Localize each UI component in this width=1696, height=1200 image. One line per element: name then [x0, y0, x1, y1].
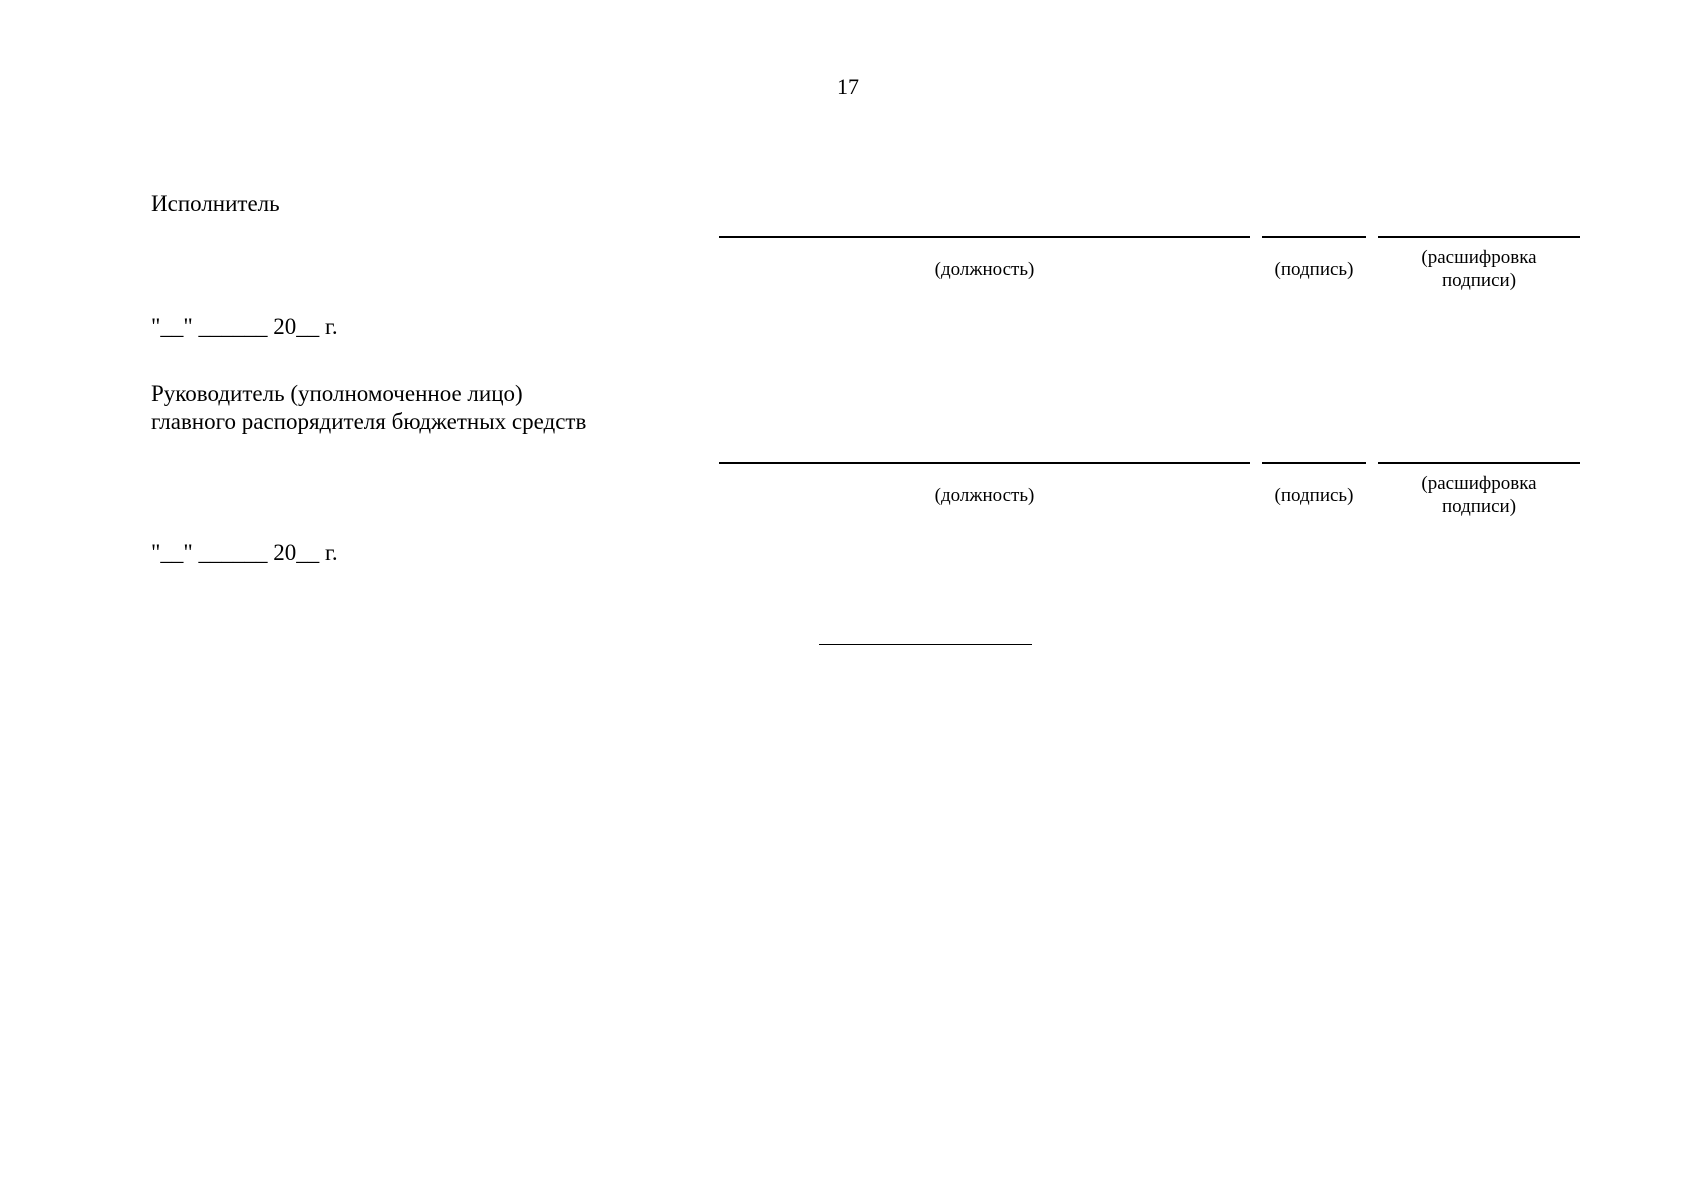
head-signature-caption: (подпись) [1274, 485, 1354, 506]
executor-date[interactable]: "__" ______ 20__ г. [151, 314, 338, 339]
executor-position-line[interactable] [719, 236, 1250, 238]
page-number: 17 [837, 74, 859, 99]
executor-signature-line[interactable] [1262, 236, 1366, 238]
head-decryption-line[interactable] [1378, 462, 1580, 464]
head-title-line1: Руководитель (уполномоченное лицо) [151, 381, 523, 406]
executor-decryption-caption [1378, 246, 1580, 292]
head-decryption-caption-line2: подписи) [1441, 496, 1517, 517]
head-decryption-caption [1378, 472, 1580, 518]
head-title [151, 380, 586, 436]
head-position-line[interactable] [719, 462, 1250, 464]
executor-signature-caption: (подпись) [1274, 259, 1354, 280]
head-decryption-caption-line1: (расшифровка [1421, 473, 1537, 494]
executor-position-caption: (должность) [934, 259, 1035, 280]
executor-decryption-caption-line1: (расшифровка [1421, 247, 1537, 268]
head-date[interactable]: "__" ______ 20__ г. [151, 540, 338, 565]
executor-decryption-caption-line2: подписи) [1441, 270, 1517, 291]
head-title-line2: главного распорядителя бюджетных средств [151, 409, 587, 434]
footer-separator [819, 644, 1032, 645]
head-signature-line[interactable] [1262, 462, 1366, 464]
executor-title: Исполнитель [151, 191, 280, 216]
executor-decryption-line[interactable] [1378, 236, 1580, 238]
head-position-caption: (должность) [934, 485, 1035, 506]
